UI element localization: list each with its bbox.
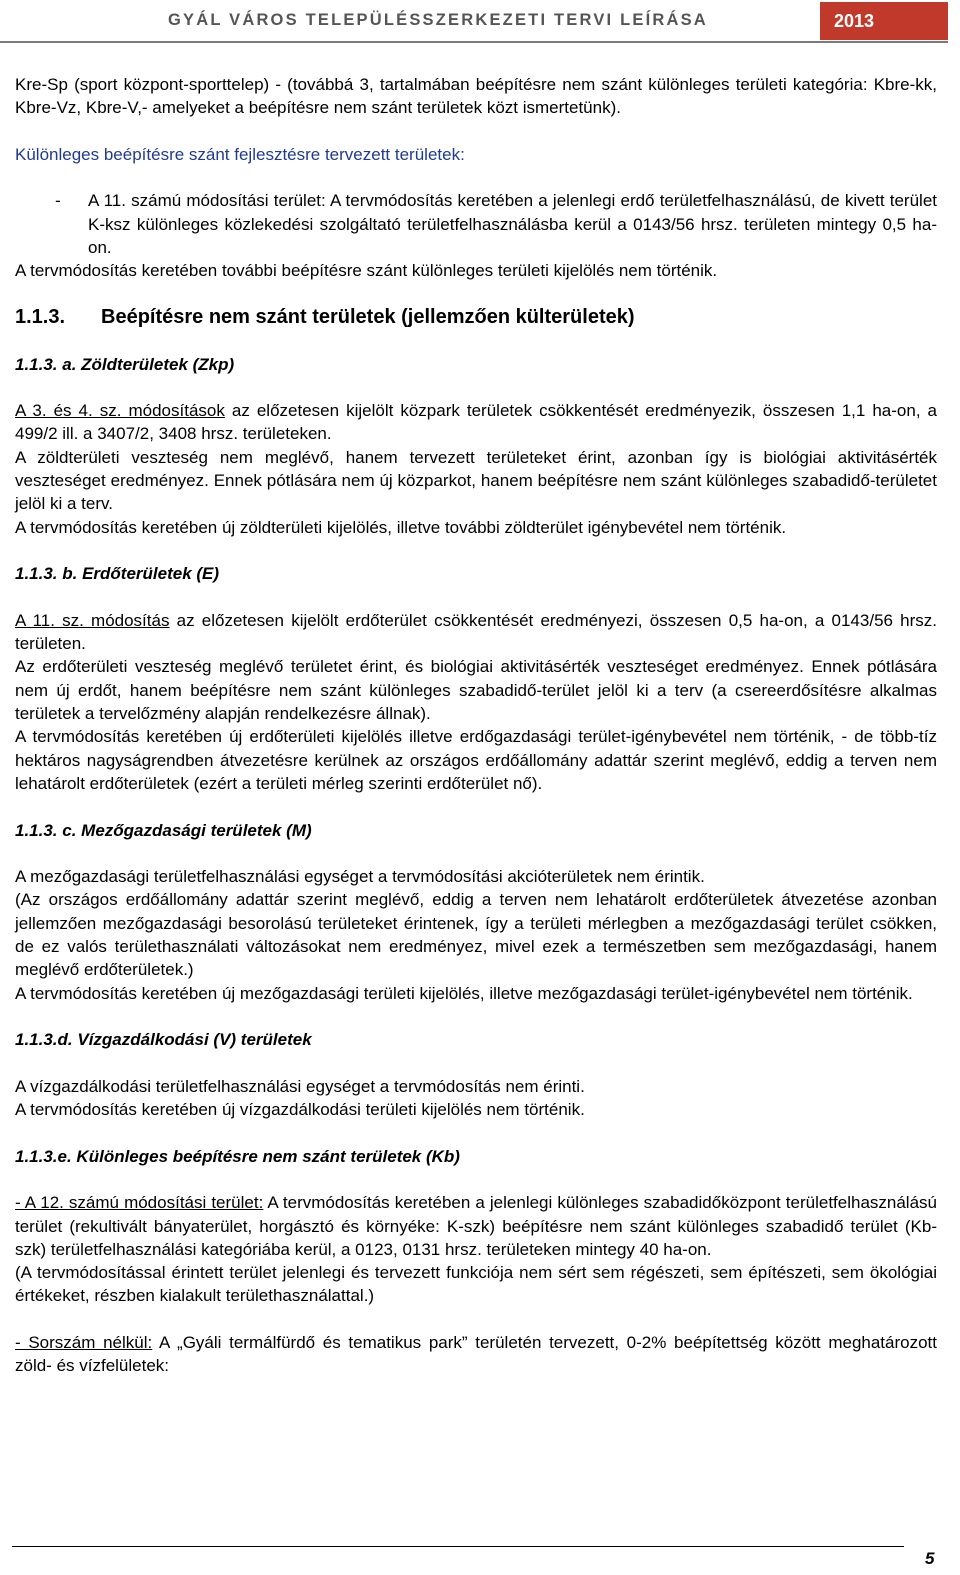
list-item-text: A 11. számú módosítási terület: A tervmódosítás keretében a jelenlegi erdő területfelhasználású, de kivett terület K-ksz különleges közlekedési szolgáltató területfelhasználásba kerül a 0143/56 hrsz. területen mintegy 0,5 ha-on. [88,191,937,258]
kb-paragraph-1 [15,1191,937,1261]
modification-list-item [15,189,937,259]
zold-modification-ref: A 3. és 4. sz. módosítások [15,401,225,421]
mezo-paragraph-3: A tervmódosítás keretében új mezőgazdasági területi kijelölés, illetve mezőgazdasági terület-igénybevétel nem történik. [15,983,913,1003]
viz-paragraph-1: A vízgazdálkodási területfelhasználási egységet a tervmódosítás nem érinti. [15,1076,585,1096]
zold-paragraph-1 [15,399,937,446]
erdo-paragraph-1-text: az előzetesen kijelölt erdőterület csökkentését eredményezi, összesen 0,5 ha-on, a 0143/56 hrsz. területen. [15,610,937,654]
footer-divider [12,1546,904,1547]
erdo-paragraph-2: Az erdőterületi veszteség meglévő területet érint, és biológiai aktivitásérték veszteséget eredményez. Ennek pótlására nem új erdőt, hanem beépítésre nem szánt különleges szabadidő-terület jelöl ki a terv (a csereerdősítésre alkalmas területek a tervelőzmény alapján rendelkezésre állnak). [15,657,937,724]
header-divider [0,41,948,43]
kb-heading: 1.1.3.e. Különleges beépítésre nem szánt területek (Kb) [15,1146,460,1166]
document-body [15,73,937,1378]
page-number: 5 [925,1549,935,1568]
header-title: GYÁL VÁROS TELEPÜLÉSSZERKEZETI TERVI LEÍRÁSA [168,11,708,29]
section-title: Beépítésre nem szánt területek (jellemzően külterületek) [101,305,635,328]
erdo-heading: 1.1.3. b. Erdőterületek (E) [15,564,220,584]
erdo-modification-ref: A 11. sz. módosítás [15,610,170,630]
kb-paragraph-2: (A tervmódosítással érintett terület jelenlegi és tervezett funkciója nem sért sem régészeti, sem építészeti, sem ökológiai értékeket, részben kialakult területhasználattal.) [15,1263,937,1306]
viz-paragraph-2: A tervmódosítás keretében új vízgazdálkodási területi kijelölés nem történik. [15,1100,585,1120]
viz-heading: 1.1.3.d. Vízgazdálkodási (V) területek [15,1030,312,1050]
kb-modification-ref: - A 12. számú módosítási terület: [15,1193,264,1213]
intro-subheading: Különleges beépítésre szánt fejlesztésre tervezett területek: [15,144,465,164]
mezo-paragraph-1: A mezőgazdasági területfelhasználási egységet a tervmódosítási akcióterületek nem érintik. [15,867,705,887]
intro-paragraph-1: Kre-Sp (sport központ-sporttelep) - (továbbá 3, tartalmában beépítésre nem szánt különleges területi kategória: Kbre-kk, Kbre-Vz, Kbre-V,- amelyeket a beépítésre nem szánt területek közt ismertetünk). [15,75,937,118]
kb-paragraph-3-text: A „Gyáli termálfürdő és tematikus park” területén tervezett, 0-2% beépítettség között meghatározott zöld- és vízfelületek: [15,1333,937,1376]
header-year-badge: 2013 [820,2,948,40]
section-number: 1.1.3. [15,305,66,328]
zold-heading: 1.1.3. a. Zöldterületek (Zkp) [15,354,235,374]
zold-paragraph-3: A tervmódosítás keretében új zöldterületi kijelölés, illetve további zöldterület igénybevétel nem történik. [15,517,787,537]
kb-unnumbered-ref: - Sorszám nélkül: [15,1333,153,1353]
erdo-paragraph-3: A tervmódosítás keretében új erdőterületi kijelölés illetve erdőgazdasági terület-igénybevétel nem történik, - de több-tíz hektáros nagyságrendben átvezetésre kerülnek az országos erdőállomány adattár szerint meglévő, eddig a terven nem lehatárolt erdőterületek (ezért a területi mérleg szerinti erdőterület nő). [15,727,937,793]
erdo-paragraph-1 [15,609,937,656]
zold-paragraph-2: A zöldterületi veszteség nem meglévő, hanem tervezett területeket érint, azonban így is biológiai aktivitásérték veszteséget eredményez. Ennek pótlására nem új közparkot, hanem beépítésre nem szánt különleges szabadidő-területet jelöl ki a terv. [15,447,937,514]
kb-paragraph-3 [15,1331,937,1378]
section-heading [15,306,937,329]
intro-paragraph-3: A tervmódosítás keretében további beépítésre szánt különleges területi kijelölés nem történik. [15,261,718,281]
list-dash: - [55,191,61,211]
kb-paragraph-1-text: A tervmódosítás keretében a jelenlegi különleges szabadidőközpont területfelhasználású terület (rekultivált bányaterület, horgásztó és környéke: K-szk) beépítésre nem szánt különleges szabadidő terület (Kb-szk) területfelhasználási kategóriába kerül, a 0123, 0131 hrsz. területeken mintegy 40 ha-on. [15,1193,937,1259]
zold-paragraph-1-text: az előzetesen kijelölt közpark területek csökkentését eredményezik, összesen 1,1 ha-on, a 499/2 ill. a 3407/2, 3408 hrsz. területeken. [15,401,938,444]
mezo-heading: 1.1.3. c. Mezőgazdasági területek (M) [15,820,312,840]
page-header [0,0,960,42]
mezo-paragraph-2: (Az országos erdőállomány adattár szerint meglévő, eddig a terven nem lehatárolt erdőterületek átvezetése azonban jellemzően mezőgazdasági besorolású területeket érintenek, így a területi mérlegben a mezőgazdasági terület csökken, de ez valós területhasználati változásokat nem eredményez, mivel ezek a természetben sem mezőgazdasági, hanem meglévő erdőterületek.) [15,890,937,980]
